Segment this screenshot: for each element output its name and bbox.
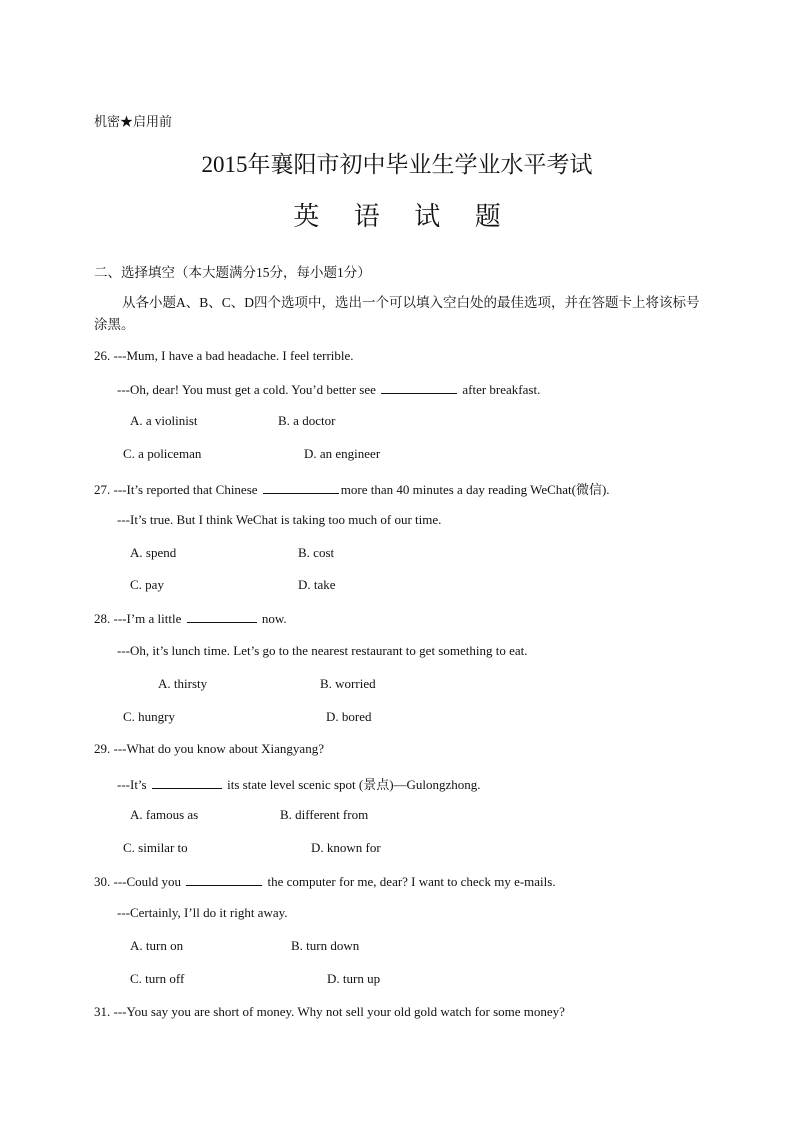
confidential-label: 机密★启用前	[94, 114, 173, 129]
option-30-b: B. turn down	[291, 938, 360, 953]
answer-line-27: ---It’s true. But I think WeChat is taking too much of our time.	[117, 512, 442, 527]
section-heading: 二、选择填空（本大题满分15分，每小题1分）	[94, 265, 371, 280]
question-30	[94, 873, 556, 890]
answer-blank	[381, 381, 457, 394]
question-29: 29. ---What do you know about Xiangyang?	[94, 741, 324, 756]
question-text: 30. ---Could you	[94, 874, 185, 889]
answer-text-after: its state level scenic spot (景点)—Gulongzhong.	[223, 777, 481, 792]
option-27-d: D. take	[298, 577, 336, 592]
question-text-after: now.	[258, 611, 287, 626]
question-blank	[263, 481, 339, 494]
answer-text-after: after breakfast.	[459, 382, 541, 397]
option-30-a: A. turn on	[130, 938, 184, 953]
question-27	[94, 479, 610, 498]
question-28	[94, 610, 287, 627]
option-26-d: D. an engineer	[304, 446, 381, 461]
question-text: 27. ---It’s reported that Chinese	[94, 482, 261, 497]
option-30-d: D. turn up	[327, 971, 381, 986]
option-28-d: D. bored	[326, 709, 372, 724]
answer-line-28: ---Oh, it’s lunch time. Let’s go to the nearest restaurant to get something to eat.	[117, 643, 528, 658]
option-27-a: A. spend	[130, 545, 177, 560]
option-27-b: B. cost	[298, 545, 335, 560]
option-29-c: C. similar to	[123, 840, 188, 855]
option-29-b: B. different from	[280, 807, 369, 822]
option-27-c: C. pay	[130, 577, 164, 592]
question-26: 26. ---Mum, I have a bad headache. I feel terrible.	[94, 348, 354, 363]
answer-text: ---It’s	[117, 777, 150, 792]
answer-blank	[152, 776, 222, 789]
option-29-d: D. known for	[311, 840, 381, 855]
option-30-c: C. turn off	[130, 971, 185, 986]
answer-line-26	[117, 381, 540, 398]
option-26-a: A. a violinist	[130, 413, 198, 428]
option-26-c: C. a policeman	[123, 446, 202, 461]
option-26-b: B. a doctor	[278, 413, 336, 428]
answer-line-30: ---Certainly, I’ll do it right away.	[117, 905, 288, 920]
option-28-b: B. worried	[320, 676, 376, 691]
option-29-a: A. famous as	[130, 807, 199, 822]
answer-text: ---Oh, dear! You must get a cold. You’d better see	[117, 382, 380, 397]
exam-title: 2015年襄阳市初中毕业生学业水平考试	[201, 152, 593, 177]
question-blank	[186, 873, 262, 886]
question-text-after: more than 40 minutes a day reading WeChat(微信).	[340, 482, 610, 497]
question-31: 31. ---You say you are short of money. Why not sell your old gold watch for some money?	[94, 1004, 565, 1019]
question-text-after: the computer for me, dear? I want to check my e-mails.	[264, 874, 556, 889]
option-28-c: C. hungry	[123, 709, 175, 724]
section-instruction: 从各小题A、B、C、D四个选项中，选出一个可以填入空白处的最佳选项，并在答题卡上将该标号涂黑。	[94, 295, 700, 332]
subject-title: 英 语 试 题	[293, 202, 515, 231]
option-28-a: A. thirsty	[158, 676, 208, 691]
question-blank	[187, 610, 257, 623]
question-text: 28. ---I’m a little	[94, 611, 185, 626]
answer-line-29	[117, 774, 481, 793]
